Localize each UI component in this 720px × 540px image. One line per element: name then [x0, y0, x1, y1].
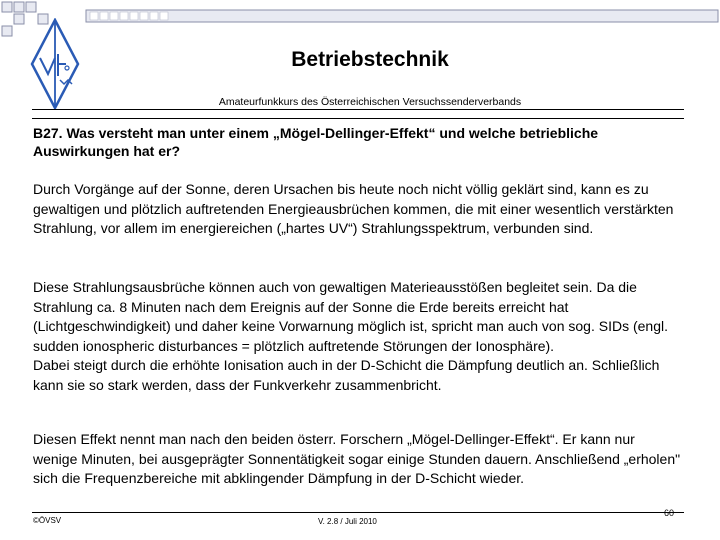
paragraph-3: Diesen Effekt nennt man nach den beiden österr. Forschern „Mögel-Dellinger-Effekt“. Er kann nur wenige Minuten, bei ausgeprägter Sonnentätigkeit sogar einige Stunden dauern. Anschließend „erholen" sich die Frequenzbereiche mit abklingender Dämpfung in der D-Schicht wieder.	[33, 431, 681, 486]
page-number: 60	[664, 508, 675, 518]
decorative-squares	[0, 0, 720, 40]
oevsv-logo	[30, 18, 80, 110]
footer-divider	[32, 512, 684, 513]
header-divider-lower	[32, 118, 684, 119]
course-subtitle: Amateurfunkkurs des Österreichischen Versuchssenderverbands	[218, 96, 522, 108]
paragraph-1: Durch Vorgänge auf der Sonne, deren Ursachen bis heute noch nicht völlig geklärt sind, kann es zu gewaltigen und plötzlich auftretenden Energieausbrüchen kommen, die mit einer wesentlich verstärkten Strahlung, vor allem im energiereichen („hartes UV“) Strahlungsspektrum, verbunden sind.	[33, 181, 674, 236]
question-heading: B27. Was versteht man unter einem „Mögel-Dellinger-Effekt“ und welche betriebliche Auswirkungen hat er?	[33, 125, 599, 159]
footer-version: V. 2.8 / Juli 2010	[318, 517, 377, 526]
paragraph-2: Diese Strahlungsausbrüche können auch von gewaltigen Materieausstößen begleitet sein. Da die Strahlung ca. 8 Minuten nach dem Ereignis auf der Sonne die Erde bereits erreicht hat (Lichtgeschwindigkeit) und daher keine Vorwarnung möglich ist, spricht man auch von sog. SIDs (engl. sudden ionospheric disturbances = plötzlich auftretende Störungen der Ionosphäre). Dabei steigt durch die erhöhte Ionisation auch in der D-Schicht die Dämpfung deutlich an. Schließlich kann sie so stark werden, dass der Funkverkehr zusammenbricht.	[33, 279, 668, 393]
page-title: Betriebstechnik	[291, 48, 449, 71]
footer-copyright: ©ÖVSV	[33, 516, 62, 525]
header-divider	[32, 109, 684, 110]
